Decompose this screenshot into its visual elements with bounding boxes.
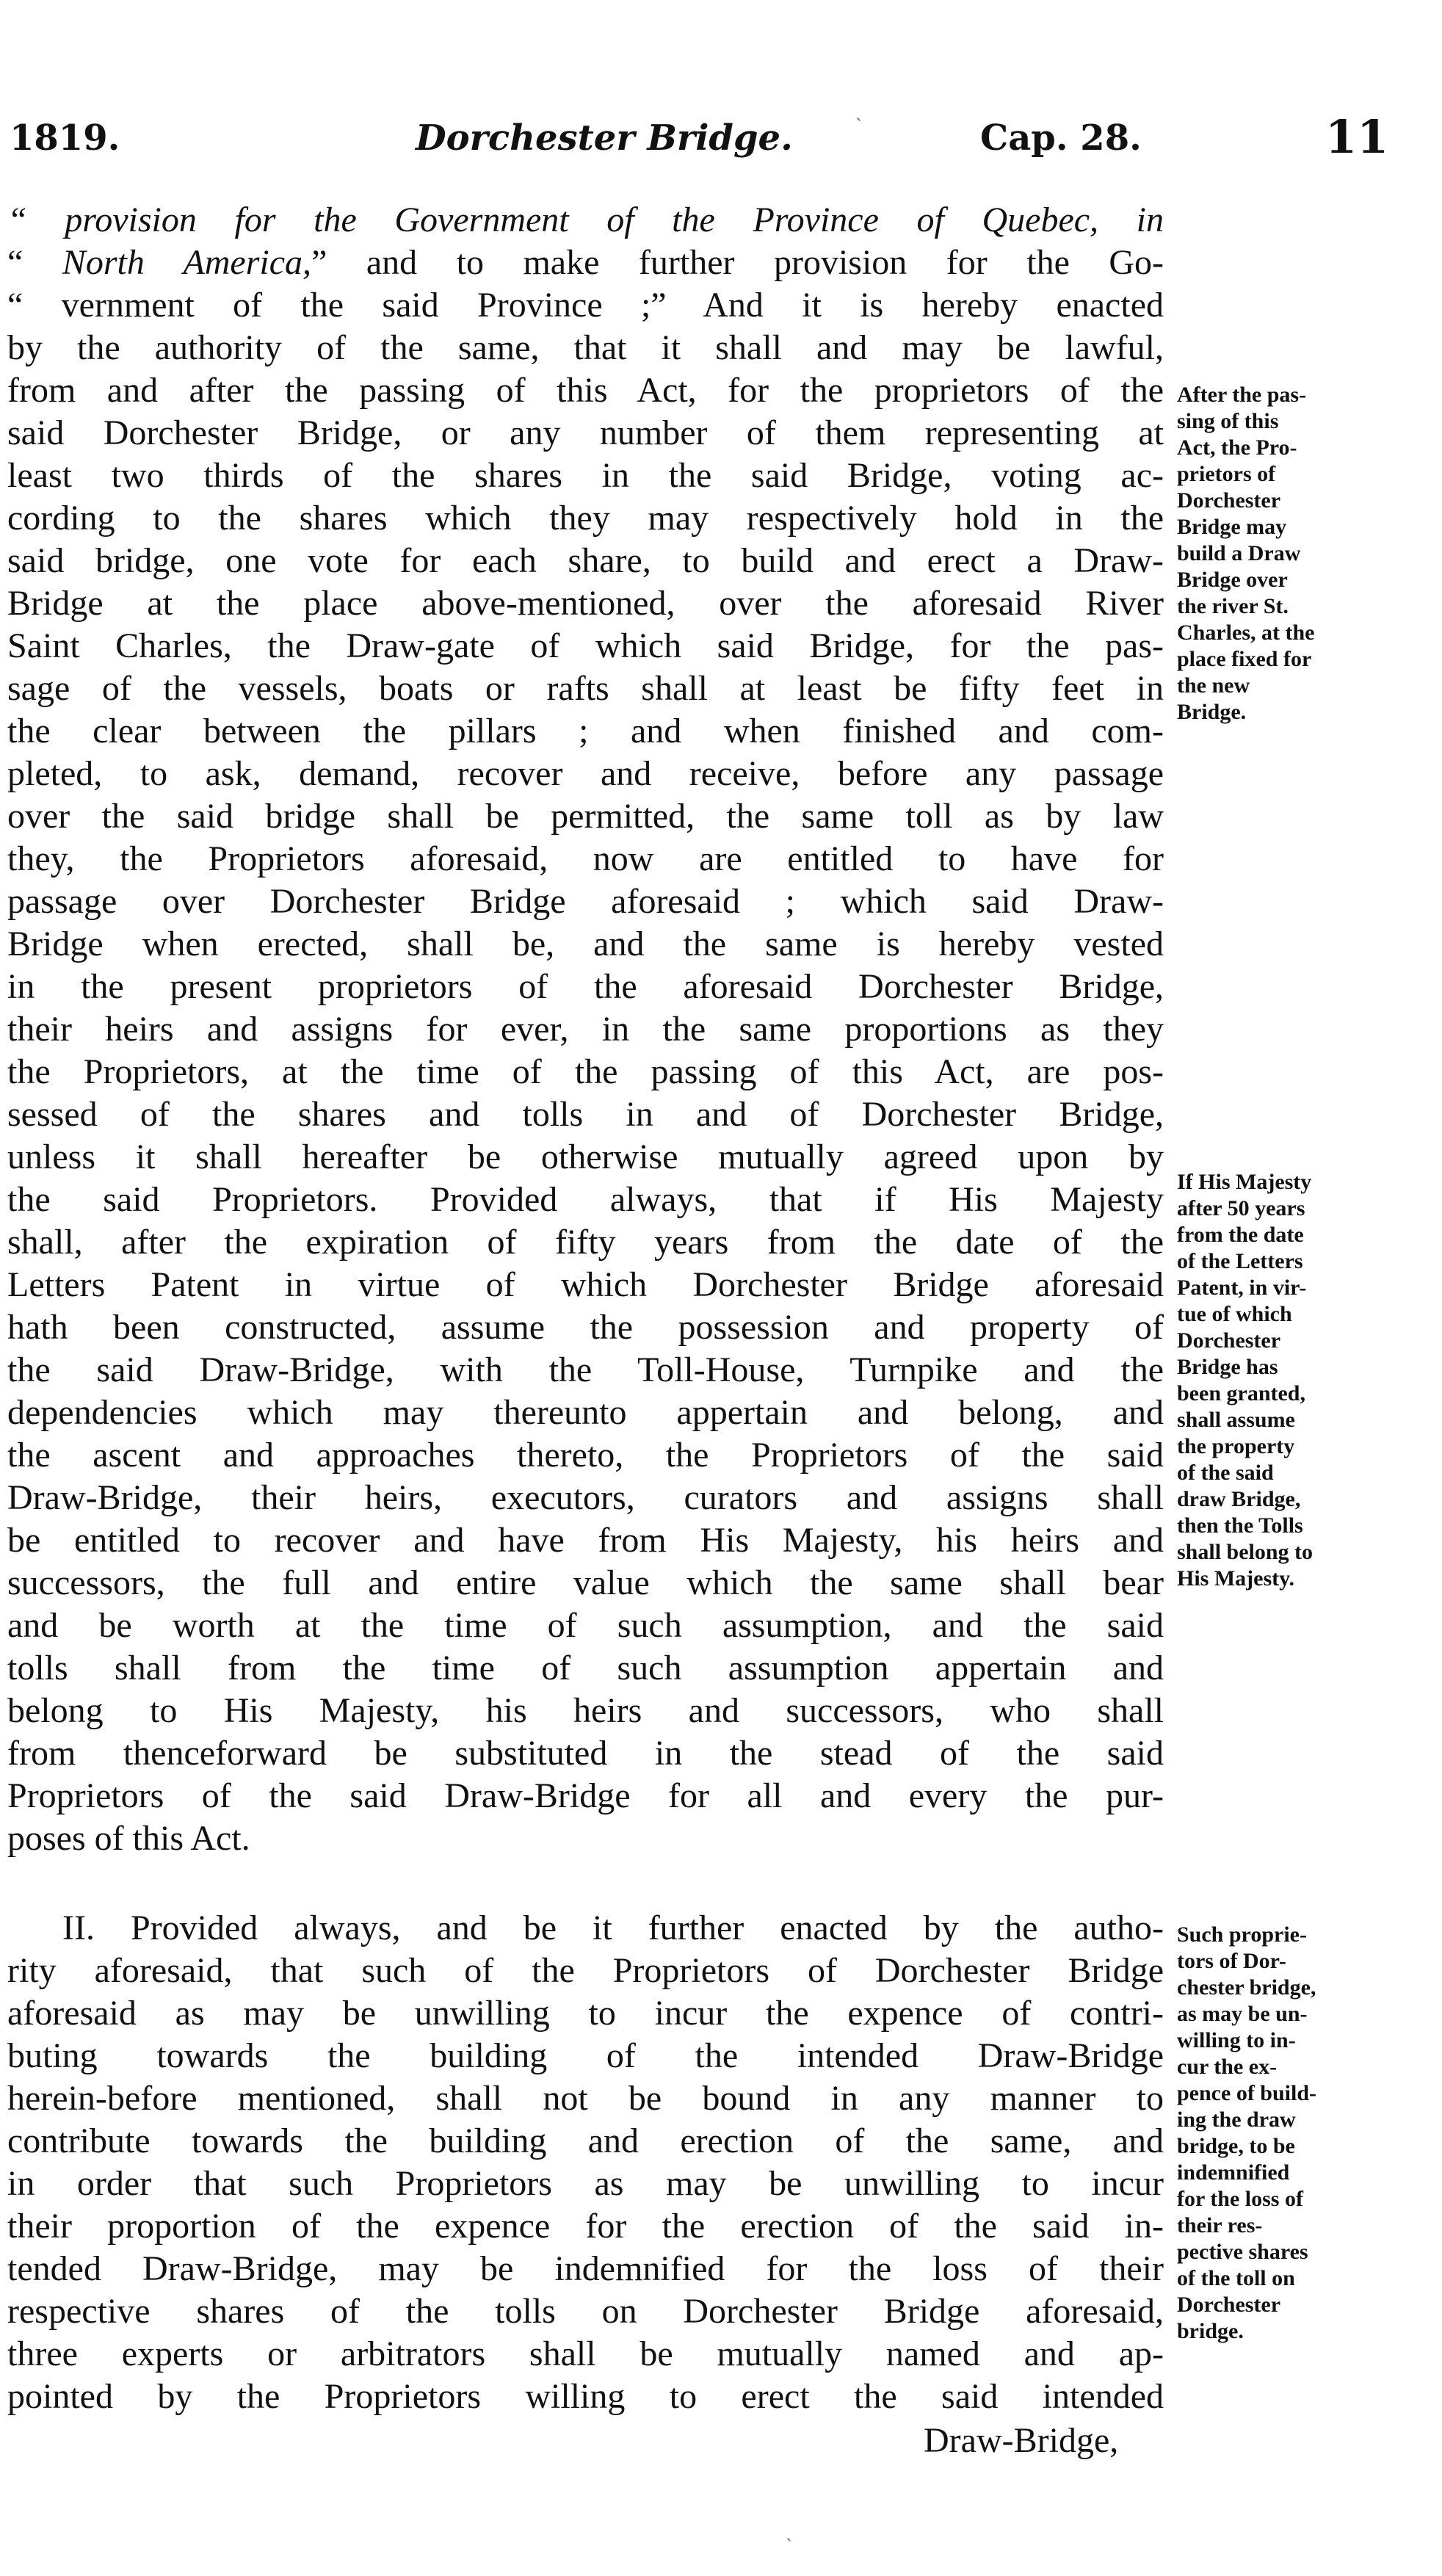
- margin-note-line: After the pas-: [1177, 383, 1307, 407]
- text-line: said bridge, one vote for each share, to build and erect a Draw-: [7, 541, 1164, 580]
- text-line: contribute towards the building and erection of the same, and: [7, 2121, 1164, 2160]
- text-line: successors, the full and entire value which the same shall bear: [7, 1563, 1164, 1602]
- margin-note-line: of the said: [1177, 1461, 1274, 1485]
- header-chapter: Cap. 28.: [980, 117, 1142, 159]
- header-title: Dorchester Bridge.: [416, 117, 793, 159]
- margin-note-line: after 50 years: [1177, 1196, 1305, 1220]
- text-line: from and after the passing of this Act, for the proprietors of the: [7, 371, 1164, 410]
- catchword: Draw-Bridge,: [924, 2421, 1119, 2460]
- margin-note-line: then the Tolls: [1177, 1513, 1303, 1538]
- margin-note-line: Bridge may: [1177, 515, 1287, 539]
- text-line: shall, after the expiration of fifty years from the date of the: [7, 1223, 1164, 1262]
- margin-note-line: place fixed for: [1177, 647, 1312, 671]
- margin-note-line: tors of Dor-: [1177, 1949, 1286, 1973]
- text-line: and be worth at the time of such assumption, and the said: [7, 1606, 1164, 1645]
- margin-note-line: their res-: [1177, 2213, 1263, 2237]
- margin-note-line: as may be un-: [1177, 2002, 1308, 2026]
- text-line: sage of the vessels, boats or rafts shall at least be fifty feet in: [7, 669, 1164, 708]
- text-line: in order that such Proprietors as may be unwilling to incur: [7, 2164, 1164, 2203]
- text-line: “ vernment of the said Province ;” And it is hereby enacted: [7, 286, 1164, 325]
- margin-note-line: pence of build-: [1177, 2081, 1317, 2105]
- margin-note-line: of the Letters: [1177, 1249, 1303, 1273]
- margin-note-line: from the date: [1177, 1223, 1304, 1247]
- margin-note-line: sing of this: [1177, 409, 1279, 433]
- text-line: hath been constructed, assume the possession and property of: [7, 1308, 1164, 1347]
- margin-note-line: willing to in-: [1177, 2028, 1296, 2052]
- text-line: Proprietors of the said Draw-Bridge for all and every the pur-: [7, 1776, 1164, 1815]
- italic-phrase: North America,: [62, 243, 312, 282]
- margin-note-line: cur the ex-: [1177, 2055, 1278, 2079]
- text-line: least two thirds of the shares in the said Bridge, voting ac-: [7, 456, 1164, 495]
- margin-note-line: bridge, to be: [1177, 2134, 1295, 2158]
- margin-note-line: of the toll on: [1177, 2266, 1295, 2290]
- text-line: respective shares of the tolls on Dorchester Bridge aforesaid,: [7, 2292, 1164, 2331]
- text-line: from thenceforward be substituted in the stead of the said: [7, 1734, 1164, 1773]
- text-line: over the said bridge shall be permitted, the same toll as by law: [7, 797, 1164, 836]
- margin-note-line: Such proprie-: [1177, 1922, 1307, 1947]
- text-line: Bridge when erected, shall be, and the same is hereby vested: [7, 925, 1164, 963]
- text-line: poses of this Act.: [7, 1819, 250, 1858]
- text-line: herein-before mentioned, shall not be bound in any manner to: [7, 2079, 1164, 2118]
- text-line: dependencies which may thereunto appertain and belong, and: [7, 1393, 1164, 1432]
- margin-note-line: Bridge.: [1177, 700, 1247, 724]
- margin-note-line: for the loss of: [1177, 2187, 1303, 2211]
- text-line: their heirs and assigns for ever, in the same proportions as they: [7, 1010, 1164, 1049]
- margin-note-line: shall belong to: [1177, 1540, 1314, 1564]
- page-number: 11: [1325, 110, 1389, 164]
- margin-note-line: indemnified: [1177, 2160, 1290, 2185]
- margin-note-line: the property: [1177, 1434, 1295, 1458]
- margin-note-line: pective shares: [1177, 2240, 1308, 2264]
- margin-note-line: prietors of: [1177, 462, 1276, 486]
- text-line: the said Proprietors. Provided always, that if His Majesty: [7, 1180, 1164, 1219]
- text-line: Draw-Bridge, their heirs, executors, curators and assigns shall: [7, 1478, 1164, 1517]
- text-line: the clear between the pillars ; and when finished and com-: [7, 712, 1164, 750]
- margin-note-line: tue of which: [1177, 1302, 1292, 1326]
- text-line: rity aforesaid, that such of the Proprietors of Dorchester Bridge: [7, 1951, 1164, 1990]
- text-line: the ascent and approaches thereto, the Proprietors of the said: [7, 1436, 1164, 1475]
- text-line: tolls shall from the time of such assumption appertain and: [7, 1649, 1164, 1687]
- margin-note-line: Patent, in vir-: [1177, 1276, 1307, 1300]
- scan-speck-icon: ˎ: [855, 103, 863, 121]
- text-line: by the authority of the same, that it shall and may be lawful,: [7, 328, 1164, 367]
- margin-note-line: Dorchester: [1177, 488, 1281, 513]
- margin-note-line: His Majesty.: [1177, 1566, 1294, 1591]
- margin-note-line: Dorchester: [1177, 2293, 1281, 2317]
- text-line: in the present proprietors of the aforesaid Dorchester Bridge,: [7, 967, 1164, 1006]
- text-line: II. Provided always, and be it further enacted by the autho-: [62, 1909, 1164, 1947]
- text-line: Saint Charles, the Draw-gate of which said Bridge, for the pas-: [7, 626, 1164, 665]
- text-line: tended Draw-Bridge, may be indemnified for the loss of their: [7, 2249, 1164, 2288]
- margin-note-line: Bridge over: [1177, 568, 1288, 592]
- text-line: three experts or arbitrators shall be mutually named and ap-: [7, 2334, 1164, 2373]
- margin-note-line: ing the draw: [1177, 2108, 1296, 2132]
- text-line: cording to the shares which they may respectively hold in the: [7, 499, 1164, 538]
- text-line: the Proprietors, at the time of the passing of this Act, are pos-: [7, 1052, 1164, 1091]
- text-line: said Dorchester Bridge, or any number of them representing at: [7, 413, 1164, 452]
- text-line: “ provision for the Government of the Province of Quebec, in: [7, 200, 1164, 239]
- margin-note-line: Charles, at the: [1177, 621, 1315, 645]
- scan-speck-icon: ˎ: [786, 2523, 794, 2541]
- text-line: the said Draw-Bridge, with the Toll-House, Turnpike and the: [7, 1350, 1164, 1389]
- margin-note-line: If His Majesty: [1177, 1170, 1312, 1194]
- margin-note-line: Act, the Pro-: [1177, 435, 1297, 460]
- margin-note-line: the river St.: [1177, 594, 1289, 618]
- text-line: “ North America,” and to make further provision for the Go-: [7, 243, 1164, 282]
- text-line: buting towards the building of the intended Draw-Bridge: [7, 2036, 1164, 2075]
- margin-note-line: bridge.: [1177, 2319, 1244, 2343]
- margin-note-line: chester bridge,: [1177, 1975, 1316, 2000]
- text-line: their proportion of the expence for the erection of the said in-: [7, 2207, 1164, 2246]
- text-line: Letters Patent in virtue of which Dorchester Bridge aforesaid: [7, 1265, 1164, 1304]
- margin-note-line: Bridge has: [1177, 1355, 1278, 1379]
- margin-note-line: shall assume: [1177, 1408, 1295, 1432]
- margin-note-line: build a Draw: [1177, 541, 1301, 565]
- text-line: be entitled to recover and have from His Majesty, his heirs and: [7, 1521, 1164, 1560]
- text-line: passage over Dorchester Bridge aforesaid ; which said Draw-: [7, 882, 1164, 921]
- header-year: 1819.: [10, 117, 120, 159]
- text-line: belong to His Majesty, his heirs and successors, who shall: [7, 1691, 1164, 1730]
- margin-note-line: Dorchester: [1177, 1328, 1281, 1353]
- margin-note-line: draw Bridge,: [1177, 1487, 1301, 1511]
- text-line: pleted, to ask, demand, recover and receive, before any passage: [7, 754, 1164, 793]
- margin-note-line: the new: [1177, 673, 1250, 698]
- text-line: unless it shall hereafter be otherwise mutually agreed upon by: [7, 1137, 1164, 1176]
- text-line: sessed of the shares and tolls in and of Dorchester Bridge,: [7, 1095, 1164, 1134]
- text-line: they, the Proprietors aforesaid, now are entitled to have for: [7, 839, 1164, 878]
- text-line: pointed by the Proprietors willing to erect the said intended: [7, 2377, 1164, 2416]
- text-line: aforesaid as may be unwilling to incur the expence of contri-: [7, 1994, 1164, 2033]
- margin-note-line: been granted,: [1177, 1381, 1305, 1405]
- text-line: Bridge at the place above-mentioned, over the aforesaid River: [7, 584, 1164, 623]
